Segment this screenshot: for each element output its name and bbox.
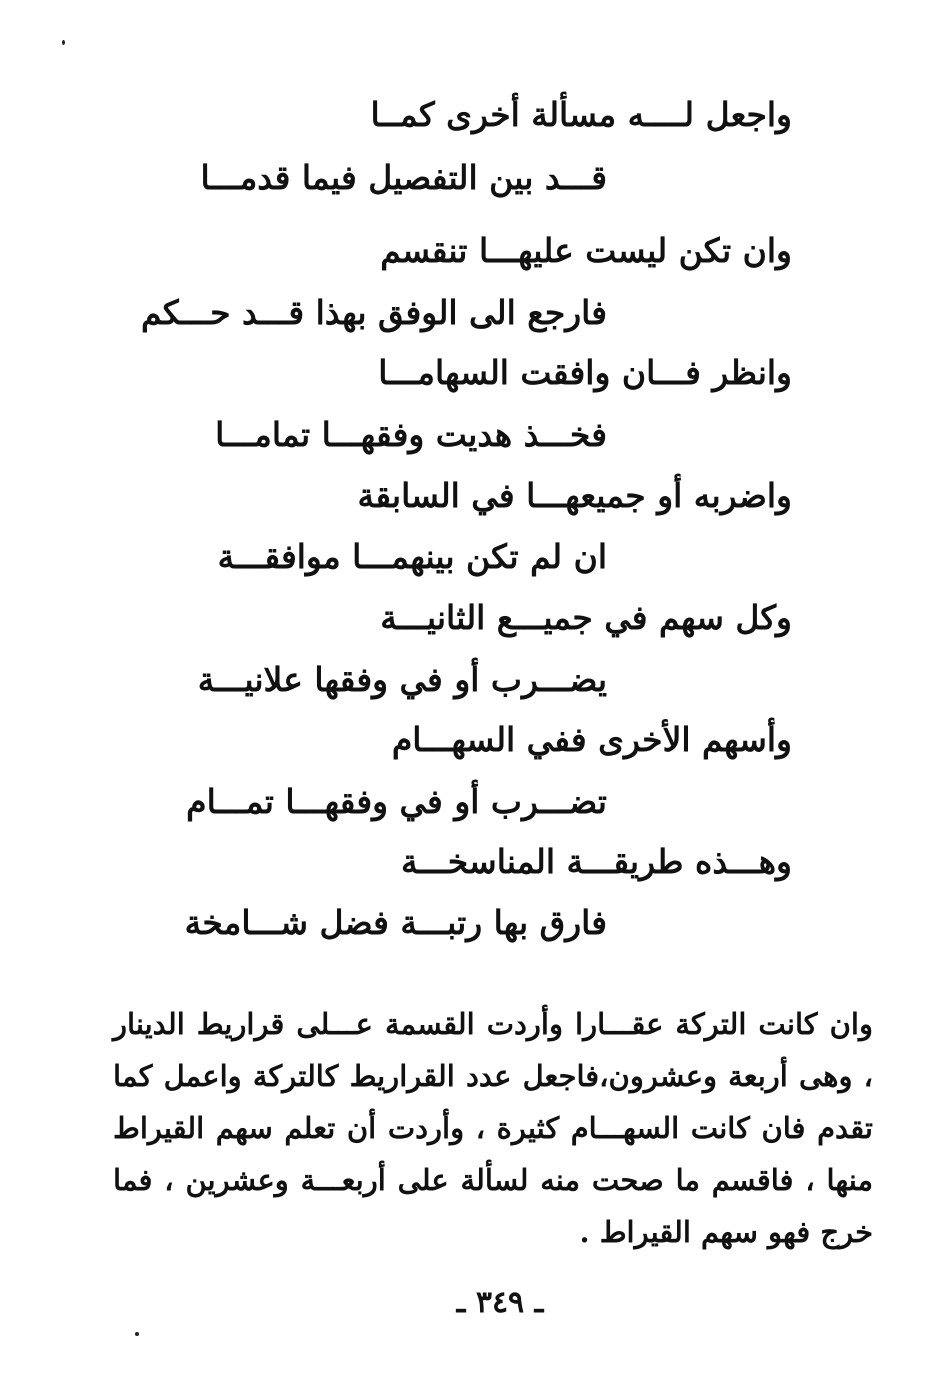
scan-speck (62, 40, 65, 45)
prose-paragraph (113, 998, 873, 1258)
prose-text: وان كانت التركة عقـــارا وأردت القسمة عـــلى قراريط الدينار ، وهى أربعة وعشرون،فاجعل عدد القراريط كالتركة واعمل كما تقدم فان كانت السهـــام كثيرة ، وأردت أن تعلم سهم القيراط منها ، فاقسم ما صحت منه لسألة على أربعـــة وعشرين ، فما خرج فهو سهم القيراط . (113, 1007, 873, 1249)
poem-line-12: تضـــرب أو في وفقهـــا تمـــام (186, 782, 607, 821)
poem-line-14: فارق بها رتبـــة فضل شـــامخة (184, 903, 607, 942)
poem-line-10: يضـــرب أو في وفقها علانيـــة (197, 660, 607, 699)
poem-line-11: وأسهم الأخرى ففي السهـــام (391, 720, 792, 759)
poem-line-8: ان لم تكن بينهمـــا موافقـــة (217, 537, 607, 576)
poem-line-2: قـــد بين التفصيل فيما قدمـــا (200, 158, 607, 197)
poem-line-9: وكل سهم في جميـــع الثانيـــة (380, 598, 792, 637)
poem-line-5: وانظر فـــان وافقت السهامـــا (378, 353, 792, 392)
poem-line-13: وهـــذه طريقـــة المناسخـــة (401, 842, 792, 881)
poem-line-7: واضربه أو جميعهـــا في السابقة (357, 476, 792, 515)
scan-speck (135, 1332, 139, 1336)
poem-line-4: فارجع الى الوفق بهذا قـــد حـــكم (140, 293, 607, 332)
poem-line-1: واجعل لــــه مسألة أخرى كمــا (370, 95, 792, 134)
poem-line-6: فخـــذ هديت وفقهـــا تمامـــا (215, 415, 607, 454)
poem-line-3: وان تكن ليست عليهـــا تنقسم (380, 231, 792, 270)
page-number: ـ ٣٤٩ ـ (456, 1285, 544, 1320)
